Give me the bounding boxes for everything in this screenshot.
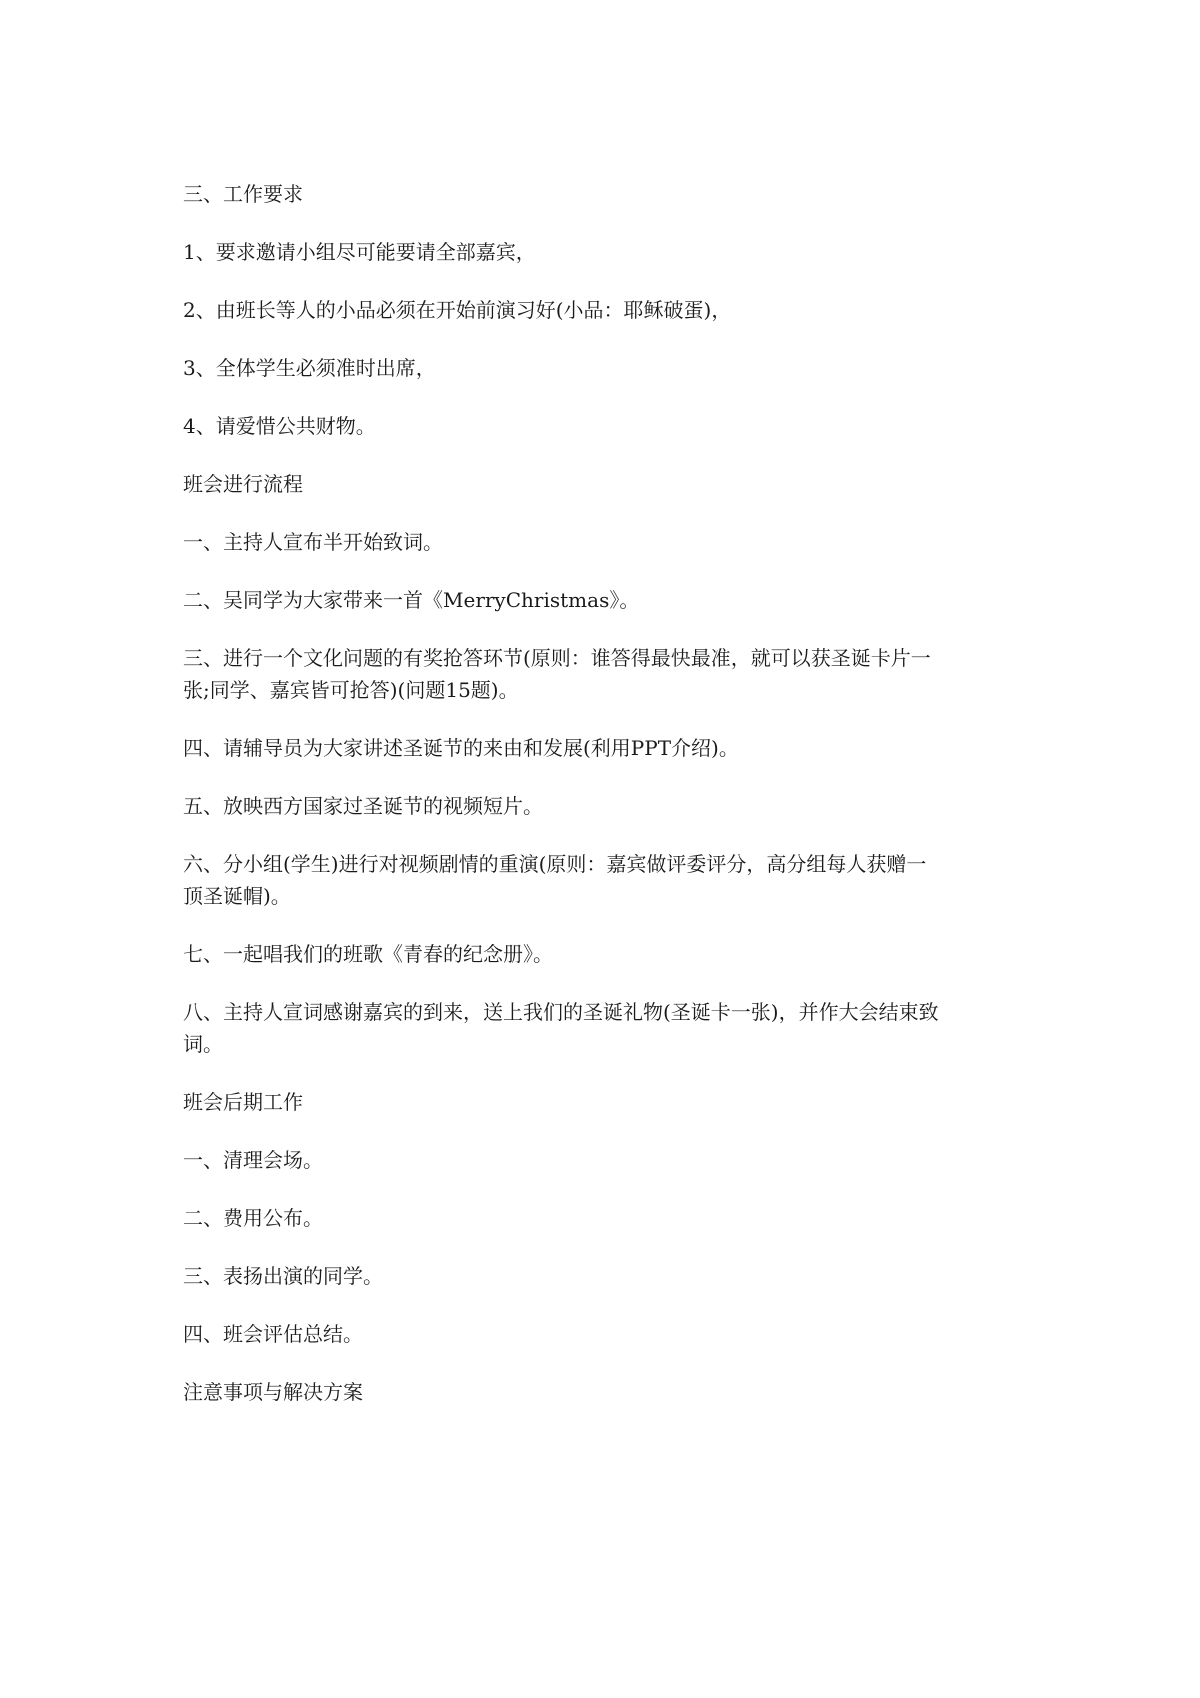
section-heading-post-meeting-work: 班会后期工作 <box>183 1090 303 1114</box>
post-work-item-3: 三、表扬出演的同学。 <box>183 1264 383 1288</box>
flow-item-6-line-1: 六、分小组(学生)进行对视频剧情的重演(原则：嘉宾做评委评分，高分组每人获赠一 <box>183 852 927 876</box>
flow-item-8-line-1: 八、主持人宣词感谢嘉宾的到来，送上我们的圣诞礼物(圣诞卡一张)，并作大会结束致 <box>183 1000 939 1024</box>
section-heading-work-requirements: 三、工作要求 <box>183 182 303 206</box>
requirement-item-2: 2、由班长等人的小品必须在开始前演习好(小品：耶稣破蛋)， <box>183 298 732 322</box>
flow-item-5: 五、放映西方国家过圣诞节的视频短片。 <box>183 794 543 818</box>
flow-item-3-line-1: 三、进行一个文化问题的有奖抢答环节(原则：谁答得最快最准，就可以获圣诞卡片一 <box>183 646 931 670</box>
flow-item-4: 四、请辅导员为大家讲述圣诞节的来由和发展(利用PPT介绍)。 <box>183 736 739 760</box>
requirement-item-1: 1、要求邀请小组尽可能要请全部嘉宾， <box>183 240 536 264</box>
flow-item-2: 二、吴同学为大家带来一首《MerryChristmas》。 <box>183 588 640 612</box>
post-work-item-1: 一、清理会场。 <box>183 1148 323 1172</box>
flow-item-8-line-2: 词。 <box>183 1032 223 1056</box>
post-work-item-4: 四、班会评估总结。 <box>183 1322 363 1346</box>
requirement-item-3: 3、全体学生必须准时出席， <box>183 356 436 380</box>
flow-item-7: 七、一起唱我们的班歌《青春的纪念册》。 <box>183 942 553 966</box>
post-work-item-2: 二、费用公布。 <box>183 1206 323 1230</box>
flow-item-1: 一、主持人宣布半开始致词。 <box>183 530 443 554</box>
section-heading-meeting-flow: 班会进行流程 <box>183 472 303 496</box>
flow-item-6-line-2: 顶圣诞帽)。 <box>183 884 291 908</box>
requirement-item-4: 4、请爱惜公共财物。 <box>183 414 376 438</box>
section-heading-notes-and-solutions: 注意事项与解决方案 <box>183 1380 363 1404</box>
flow-item-3-line-2: 张;同学、嘉宾皆可抢答)(问题15题)。 <box>183 678 519 702</box>
